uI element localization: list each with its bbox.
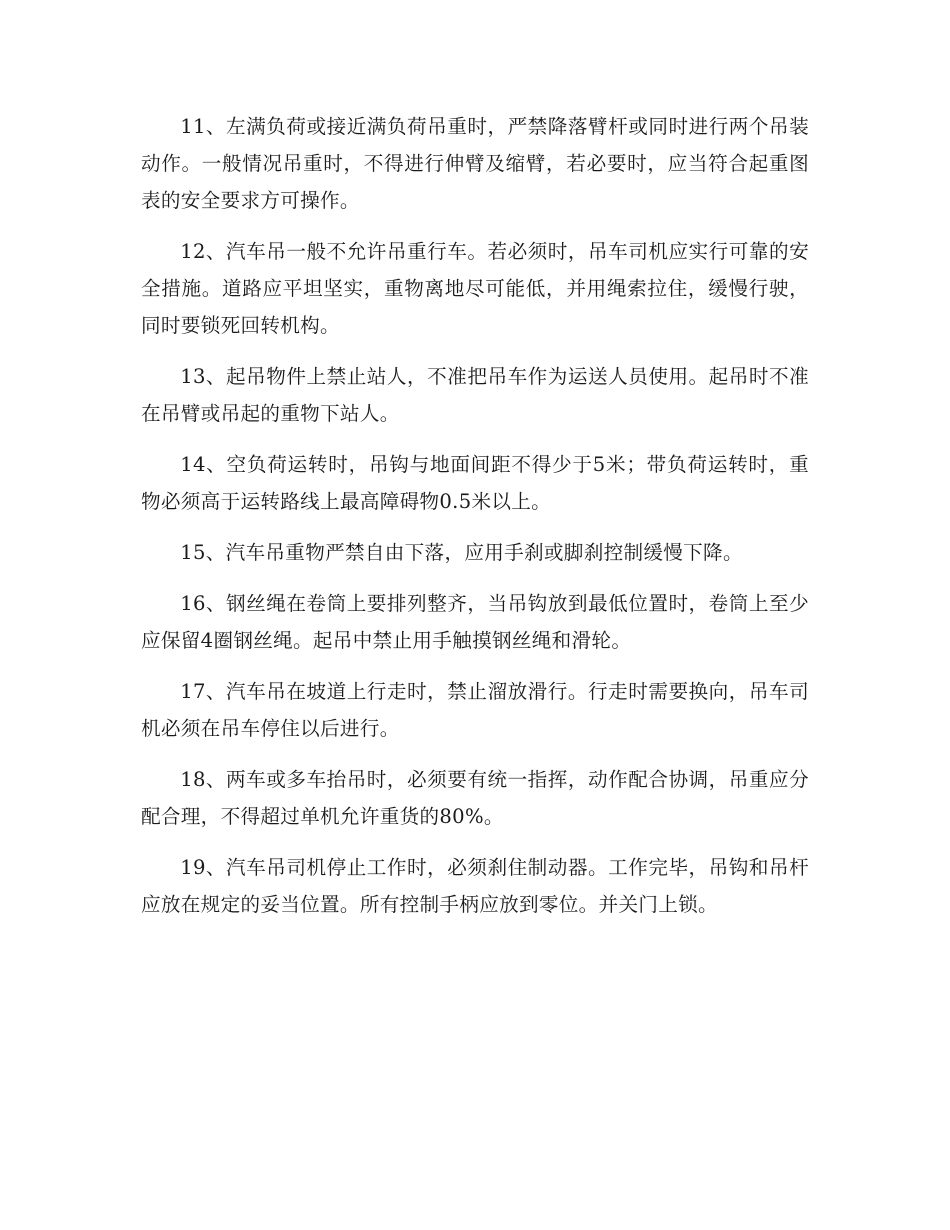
paragraph-12: 12、汽车吊一般不允许吊重行车。若必须时，吊车司机应实行可靠的安全措施。道路应平坦坚实，重物离地尽可能低，并用绳索拉住，缓慢行驶，同时要锁死回转机构。: [141, 240, 809, 337]
paragraph-18: 18、两车或多车抬吊时，必须要有统一指挥，动作配合协调，吊重应分配合理，不得超过单机允许重货的80%。: [141, 768, 809, 828]
document-body: [141, 108, 809, 937]
paragraph-14: 14、空负荷运转时，吊钩与地面间距不得少于5米；带负荷运转时，重物必须高于运转路线上最高障碍物0.5米以上。: [141, 453, 809, 513]
paragraph-15: 15、汽车吊重物严禁自由下落，应用手刹或脚刹控制缓慢下降。: [180, 541, 743, 564]
paragraph-17: 17、汽车吊在坡道上行走时，禁止溜放滑行。行走时需要换向，吊车司机必须在吊车停住以后进行。: [141, 680, 809, 740]
paragraph-13: 13、起吊物件上禁止站人，不准把吊车作为运送人员使用。起吊时不准在吊臂或吊起的重物下站人。: [141, 365, 809, 425]
paragraph-11: 11、左满负荷或接近满负荷吊重时，严禁降落臂杆或同时进行两个吊装动作。一般情况吊重时，不得进行伸臂及缩臂，若必要时，应当符合起重图表的安全要求方可操作。: [141, 115, 809, 212]
paragraph-19: 19、汽车吊司机停止工作时，必须刹住制动器。工作完毕，吊钩和吊杆应放在规定的妥当位置。所有控制手柄应放到零位。并关门上锁。: [141, 856, 809, 916]
paragraph-16: 16、钢丝绳在卷筒上要排列整齐，当吊钩放到最低位置时，卷筒上至少应保留4圈钢丝绳。起吊中禁止用手触摸钢丝绳和滑轮。: [141, 592, 809, 652]
